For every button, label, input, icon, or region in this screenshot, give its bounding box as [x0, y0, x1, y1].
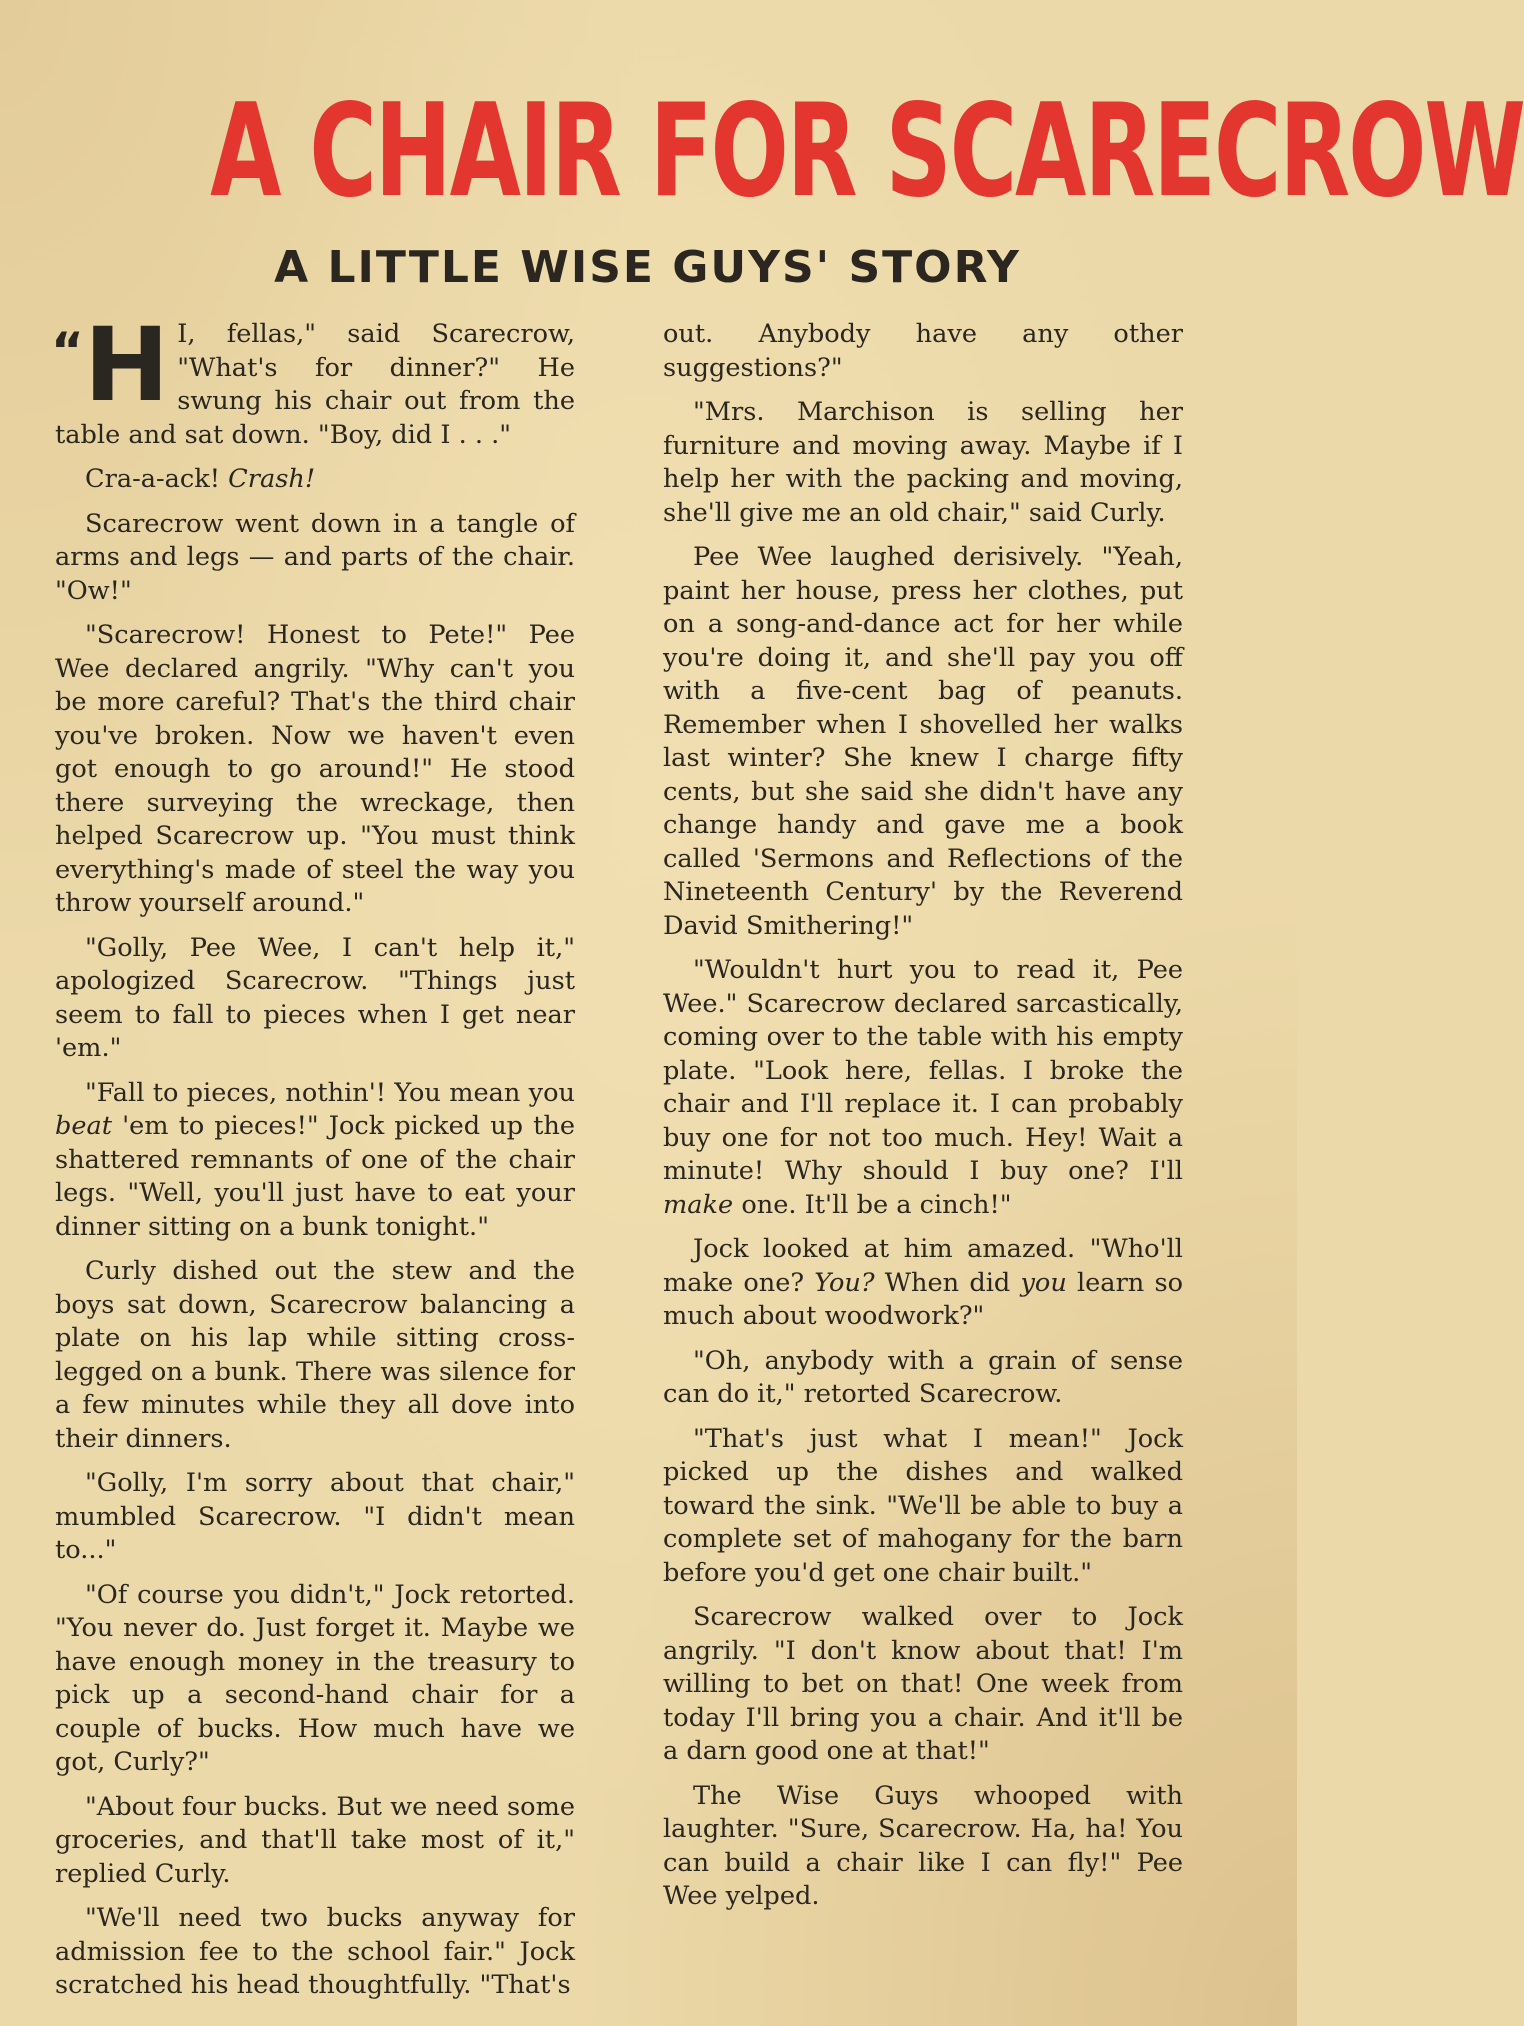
left-paragraph-text: "About four bucks. But we need some groceries, and that'll take most of it," replied Curly. — [55, 1791, 575, 1889]
left-paragraph — [55, 1077, 575, 1245]
left-paragraph — [55, 619, 575, 921]
left-paragraph — [55, 1791, 575, 1892]
left-paragraph-text: Curly dished out the stew and the boys sat down, Scarecrow balancing a plate on his lap while sitting cross-legged on a bunk. There was silence for a few minutes while they all dove into their dinners. — [55, 1256, 575, 1454]
right-paragraph-text: "Mrs. Marchison is selling her furniture and moving away. Maybe if I help her with the packing and moving, she'll give me an old chair," said Curly. — [663, 397, 1183, 528]
right-paragraph-text: "Wouldn't hurt you to read it, Pee Wee." Scarecrow declared sarcastically, coming over to the table with his empty plate. "Look here, fellas. I broke the chair and I'll replace it. I can probably buy one for not too much. Hey! Wait a minute! Why should I buy one? I'll make one. It'll be a cinch!" — [663, 955, 1183, 1220]
left-paragraph-text: "Golly, I'm sorry about that chair," mumbled Scarecrow. "I didn't mean to..." — [55, 1468, 575, 1565]
left-paragraph — [55, 932, 575, 1066]
left-paragraph — [55, 1255, 575, 1456]
right-paragraph-text: "That's just what I mean!" Jock picked up the dishes and walked toward the sink. "We'll be able to buy a complete set of mahogany for the barn before you'd get one chair built." — [663, 1423, 1183, 1588]
right-paragraph-text: "Oh, anybody with a grain of sense can do it," retorted Scarecrow. — [663, 1345, 1183, 1409]
left-paragraph — [55, 1579, 575, 1780]
left-paragraph — [55, 1902, 575, 2003]
left-paragraph-text: "Golly, Pee Wee, I can't help it," apologized Scarecrow. "Things just seem to fall to pieces when I get near 'em." — [55, 932, 575, 1063]
right-paragraph — [663, 396, 1183, 530]
left-paragraph — [55, 508, 575, 609]
left-paragraph-text: "We'll need two bucks anyway for admission fee to the school fair." Jock scratched his head thoughtfully. "That's — [55, 1903, 575, 2000]
right-paragraph — [663, 1233, 1183, 1334]
right-paragraph — [663, 1345, 1183, 1412]
right-paragraph-text: The Wise Guys whooped with laughter. "Sure, Scarecrow. Ha, ha! You can build a chair like I can fly!" Pee Wee yelped. — [663, 1780, 1183, 1911]
right-paragraph-text: out. Anybody have any other suggestions?" — [663, 319, 1183, 383]
drop-cap-letter: H — [83, 306, 170, 425]
drop-cap — [51, 306, 170, 425]
story-title: A CHAIR FOR SCARECROW — [210, 77, 1524, 226]
story-subtitle: A LITTLE WISE GUYS' STORY — [274, 242, 1021, 293]
left-paragraph-text: Cra-a-ack! Crash! — [85, 464, 316, 494]
left-paragraph-text: I, fellas," said Scarecrow, "What's for dinner?" He swung his chair out from the table and sat down. "Boy, did I . . ." — [55, 319, 575, 450]
right-paragraph — [663, 1780, 1183, 1914]
right-paragraph — [663, 1423, 1183, 1591]
left-text-column — [51, 306, 575, 2014]
left-paragraph — [55, 1467, 575, 1568]
left-paragraph-text: Scarecrow went down in a tangle of arms and legs — and parts of the chair. "Ow!" — [55, 508, 575, 606]
right-paragraph — [663, 318, 1183, 385]
right-paragraph — [663, 1601, 1183, 1769]
right-paragraph — [663, 541, 1183, 943]
left-paragraph-text: "Fall to pieces, nothin'! You mean you beat 'em to pieces!" Jock picked up the shattered remnants of one of the chair legs. "Well, you'll just have to eat your dinner sitting on a bunk tonight." — [55, 1077, 575, 1242]
right-paragraph — [663, 954, 1183, 1222]
left-paragraph — [55, 463, 575, 497]
drop-cap-quote: “ — [51, 322, 84, 380]
right-paragraph-text: Pee Wee laughed derisively. "Yeah, paint her house, press her clothes, put on a song-and-dance act for her while you're doing it, and she'll pay you off with a five-cent bag of peanuts. Remember when I shovelled her walks last winter? She knew I charge fifty cents, but she said she didn't have any change handy and gave me a book called 'Sermons and Reflections of the Nineteenth Century' by the Reverend David Smithering!" — [663, 542, 1183, 941]
left-paragraph-text: "Of course you didn't," Jock retorted. "You never do. Just forget it. Maybe we have enough money in the treasury to pick up a second-hand chair for a couple of bucks. How much have we got, Curly?" — [55, 1579, 575, 1777]
left-paragraph-text: "Scarecrow! Honest to Pete!" Pee Wee declared angrily. "Why can't you be more careful? That's the third chair you've broken. Now we haven't even got enough to go around!" He stood there surveying the wreckage, then helped Scarecrow up. "You must think everything's made of steel the way you throw yourself around." — [55, 620, 575, 918]
left-paragraph — [51, 306, 575, 452]
right-paragraph-text: Jock looked at him amazed. "Who'll make one? You? When did you learn so much about woodwork?" — [663, 1234, 1183, 1331]
right-text-column — [663, 318, 1183, 1925]
right-paragraph-text: Scarecrow walked over to Jock angrily. "I don't know about that! I'm willing to bet on that! One week from today I'll bring you a chair. And it'll be a darn good one at that!" — [663, 1602, 1183, 1766]
